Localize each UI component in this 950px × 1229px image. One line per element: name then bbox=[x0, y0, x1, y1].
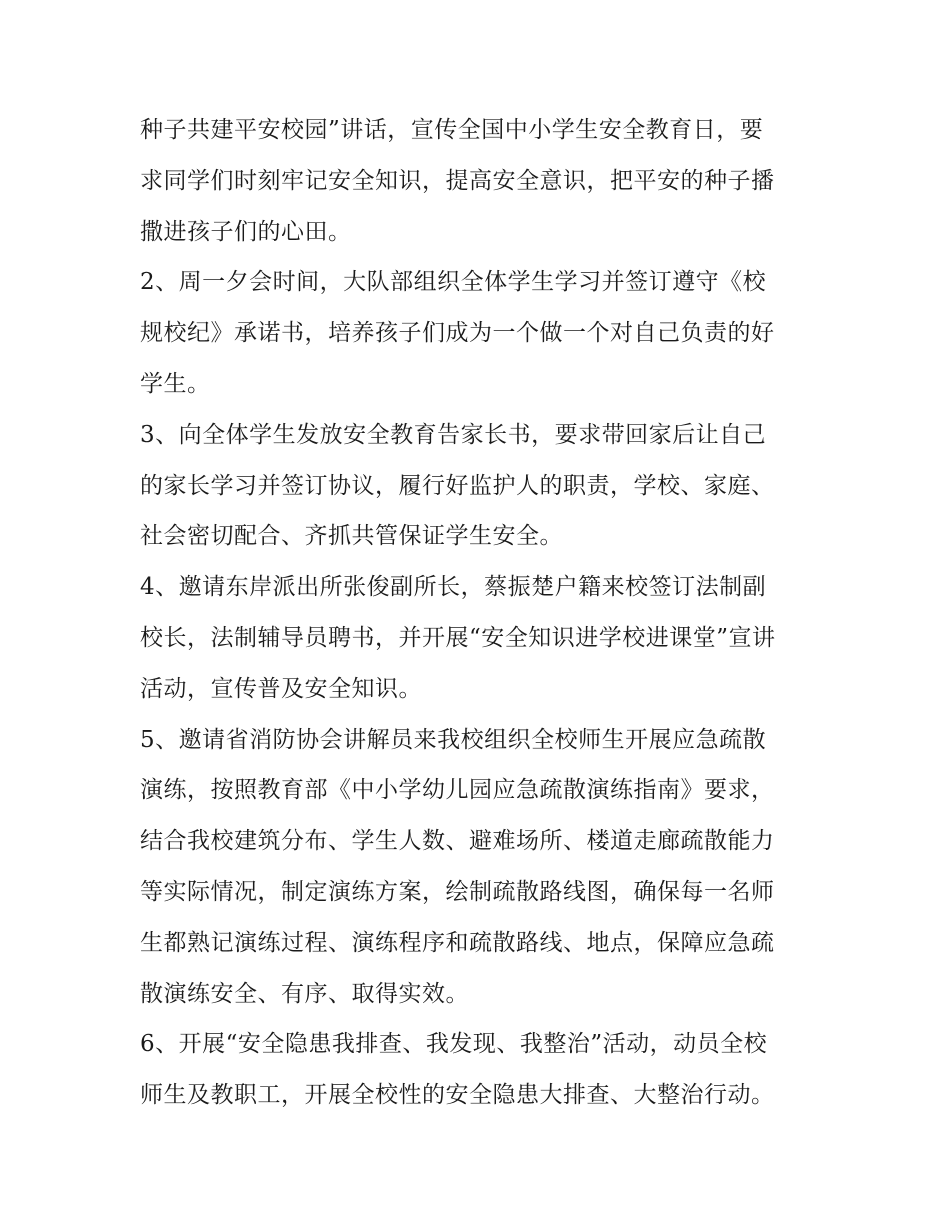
paragraph-item-5: 5、邀请省消防协会讲解员来我校组织全校师生开展应急疏散 演练，按照教育部《中小学幼儿园应急疏散演练指南》要求， 结合我校建筑分布、学生人数、避难场所、楼道走廊疏散能力 等实际情况，制定演练方案，绘制疏散路线图，确保每一名师 生都熟记演练过程、演练程序和疏散路线、地点，保障应急疏 散演练安全、有序、取得实效。 bbox=[140, 726, 775, 1007]
paragraph-item-4: 4、邀请东岸派出所张俊副所长，蔡振楚户籍来校签订法制副 校长，法制辅导员聘书，并开展“安全知识进学校进课堂”宣讲 活动，宣传普及安全知识。 bbox=[140, 574, 776, 702]
paragraph-item-3: 3、向全体学生发放安全教育告家长书，要求带回家后让自己 的家长学习并签订协议，履行好监护人的职责，学校、家庭、 社会密切配合、齐抓共管保证学生安全。 bbox=[140, 421, 775, 550]
document-body bbox=[140, 105, 820, 1121]
paragraph-item-2: 2、周一夕会时间，大队部组织全体学生学习并签订遵守《校 规校纪》承诺书，培养孩子们成为一个做一个对自己负责的好 学生。 bbox=[140, 269, 775, 397]
paragraph-continuation: 种子共建平安校园”讲话，宣传全国中小学生安全教育日，要 求同学们时刻牢记安全知识，提高安全意识，把平安的种子播 撒进孩子们的心田。 bbox=[140, 117, 775, 245]
paragraph-item-6: 6、开展“安全隐患我排查、我发现、我整治”活动，动员全校 师生及教职工，开展全校性的安全隐患大排查、大整治行动。 bbox=[140, 1031, 775, 1109]
